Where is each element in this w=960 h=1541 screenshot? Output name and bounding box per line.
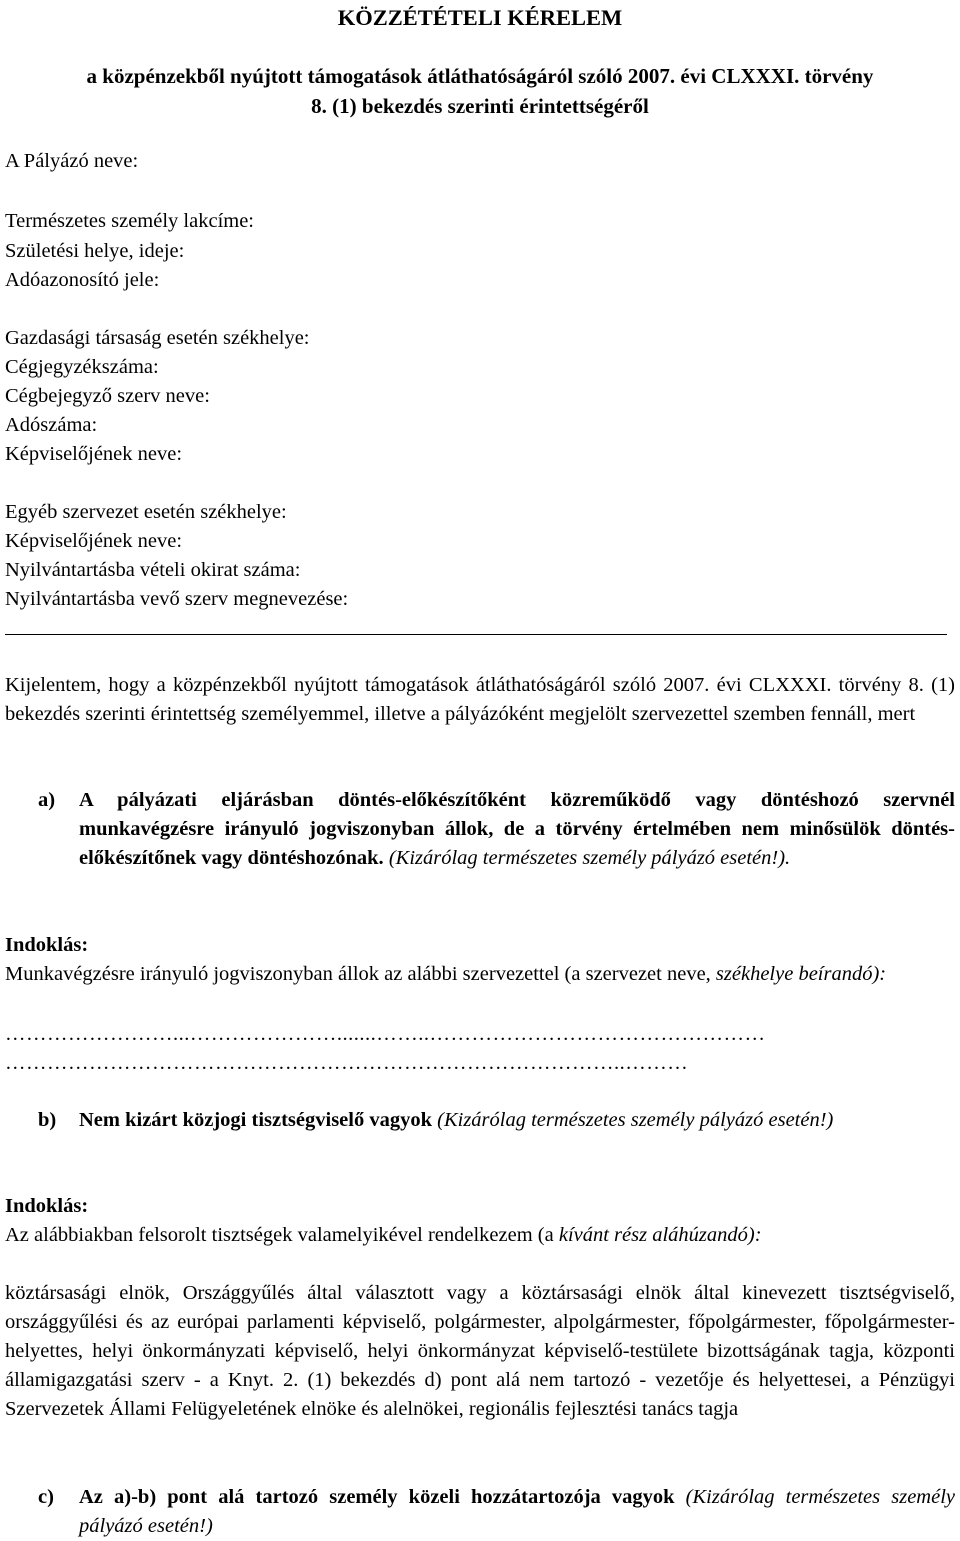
document-subtitle-line2: 8. (1) bekezdés szerinti érintettségéről bbox=[311, 94, 649, 118]
public-positions-list: köztársasági elnök, Országgyűlés által választott vagy a köztársasági elnök által kinevezett tisztségviselő, országgyűlési és az európai parlamenti képviselő, polgármester, alpolgármester, főpolgármester, főpolgármester-helyettes, helyi önkormányzati képviselő, helyi önkormányzat képviselő-testülete bizottságának tagja, központi államigazgatási szerv - a Knyt. 2. (1) bekezdés d) pont alá nem tartozó - vezetője és helyettesei, a Pénzügyi Szervezetek Állami Felügyeletének elnöke és alelnökei, regionális fejlesztési tanács tagja bbox=[5, 1282, 955, 1420]
item-a-text bbox=[79, 786, 955, 873]
justification-a-heading: Indoklás: bbox=[5, 934, 89, 956]
tax-number-label: Adószáma: bbox=[5, 414, 98, 436]
justification-b-heading: Indoklás: bbox=[5, 1195, 89, 1217]
item-c-note: (Kizárólag természetes személy pályázó esetén!) bbox=[79, 1486, 955, 1537]
item-a-label: a) bbox=[38, 789, 56, 811]
item-c-bold-text: Az a)-b) pont alá tartozó személy közeli hozzátartozója vagyok bbox=[79, 1486, 675, 1508]
item-b-text bbox=[79, 1106, 955, 1135]
fill-in-dots-line2: ……………………………………………………………………………..……… bbox=[5, 1052, 689, 1074]
document-title: KÖZZÉTÉTELI KÉRELEM bbox=[337, 5, 623, 30]
item-b-note: (Kizárólag természetes személy pályázó esetén!) bbox=[437, 1109, 834, 1131]
document-subtitle-line1: a közpénzekből nyújtott támogatások átláthatóságáról szóló 2007. évi CLXXXI. törvény bbox=[86, 64, 874, 88]
justification-b-italic: kívánt rész aláhúzandó): bbox=[558, 1224, 762, 1246]
item-c-label: c) bbox=[38, 1486, 54, 1508]
item-a-note: (Kizárólag természetes személy pályázó esetén!). bbox=[388, 847, 791, 869]
item-b-label: b) bbox=[38, 1109, 57, 1131]
declaration-intro: Kijelentem, hogy a közpénzekből nyújtott támogatások átláthatóságáról szóló 2007. évi CLXXXI. törvény 8. (1) bekezdés szerinti érintettség személyemmel, illetve a pályázóként megjelölt szervezettel szemben fennáll, mert bbox=[5, 674, 955, 725]
birth-place-date-label: Születési helye, ideje: bbox=[5, 240, 185, 262]
item-a-bold-text: A pályázati eljárásban döntés-előkészítőként közreműködő vagy döntéshozó szervnél munkavégzésre irányuló jogviszonyban állok, de a törvény értelmében nem minősülök döntés-előkészítőnek vagy döntéshozónak. bbox=[79, 789, 955, 869]
justification-b-text bbox=[5, 1221, 762, 1250]
justification-b-normal: Az alábbiakban felsorolt tisztségek valamelyikével rendelkezem (a bbox=[5, 1224, 554, 1246]
company-representative-label: Képviselőjének neve: bbox=[5, 443, 183, 465]
fill-in-dots-line1: ……………………...………………….......……..………………………………………… bbox=[5, 1023, 766, 1045]
other-org-seat-label: Egyéb szervezet esetén székhelye: bbox=[5, 501, 287, 523]
registering-body-label: Nyilvántartásba vevő szerv megnevezése: bbox=[5, 588, 349, 610]
tax-id-label: Adóazonosító jele: bbox=[5, 269, 160, 291]
item-b-bold-text: Nem kizárt közjogi tisztségviselő vagyok bbox=[79, 1109, 432, 1131]
registering-court-label: Cégbejegyző szerv neve: bbox=[5, 385, 210, 407]
separator-line bbox=[5, 634, 947, 635]
natural-person-address-label: Természetes személy lakcíme: bbox=[5, 210, 255, 232]
company-reg-number-label: Cégjegyzékszáma: bbox=[5, 356, 159, 378]
applicant-name-label: A Pályázó neve: bbox=[5, 150, 139, 172]
justification-a-text bbox=[5, 960, 955, 989]
justification-a-italic: székhelye beírandó): bbox=[715, 963, 887, 985]
registration-doc-number-label: Nyilvántartásba vételi okirat száma: bbox=[5, 559, 301, 581]
justification-a-normal: Munkavégzésre irányuló jogviszonyban állok az alábbi szervezettel (a szervezet neve, bbox=[5, 963, 711, 985]
item-c-text bbox=[79, 1483, 955, 1541]
other-org-representative-label: Képviselőjének neve: bbox=[5, 530, 183, 552]
company-seat-label: Gazdasági társaság esetén székhelye: bbox=[5, 327, 310, 349]
